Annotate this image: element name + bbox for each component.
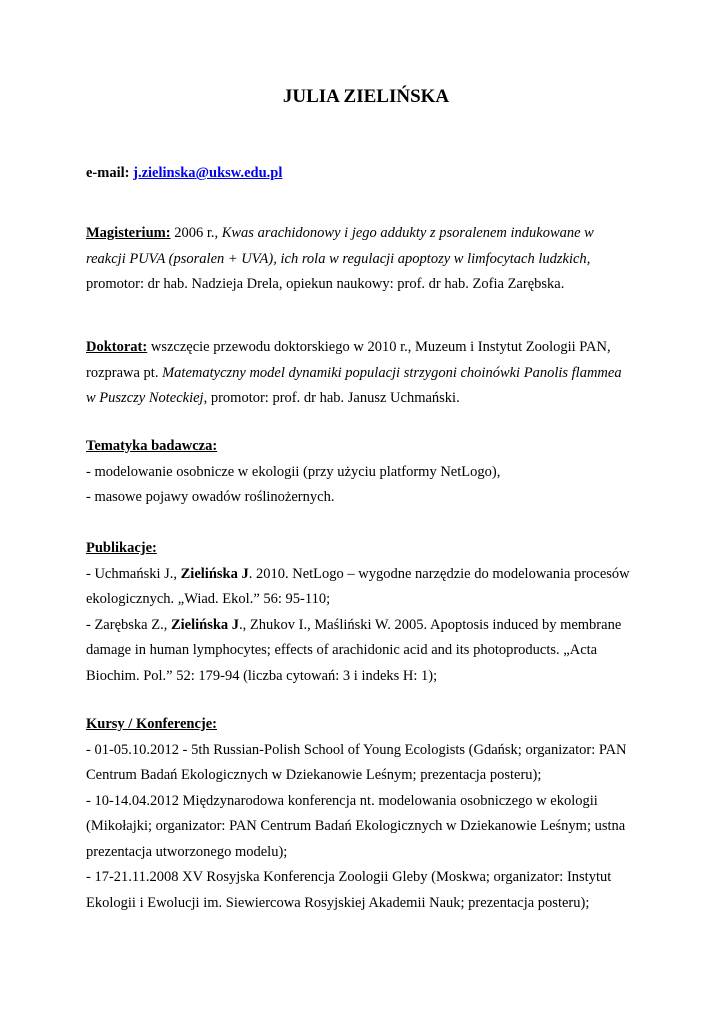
doctorate-line-1 <box>86 335 646 361</box>
publication-2-line-3: Biochim. Pol.” 52: 179-94 (liczba cytowań: 3 i indeks H: 1); <box>86 667 438 684</box>
doctorate-thesis-title-1: Matematyczny model dynamiki populacji strzygoni choinówki Panolis flammea <box>162 364 622 381</box>
doctorate-section <box>86 335 646 412</box>
publications-section <box>86 536 646 689</box>
courses-heading: Kursy / Konferencje: <box>86 716 218 732</box>
publication-1-author-highlight: Zielińska J <box>180 565 249 582</box>
doctorate-info: wszczęcie przewodu doktorskiego w 2010 r., Muzeum i Instytut Zoologii PAN, <box>147 339 611 355</box>
course-line: - 10-14.04.2012 Międzynarodowa konferencja nt. modelowania osobniczego w ekologii <box>86 792 598 809</box>
doctorate-line-2 <box>86 361 646 387</box>
courses-section <box>86 712 646 916</box>
publications-heading: Publikacje: <box>86 540 157 556</box>
doctorate-promoter: , promotor: prof. dr hab. Janusz Uchmański. <box>203 390 460 406</box>
course-line: prezentacja utworzonego modelu); <box>86 843 288 860</box>
email-line <box>86 162 282 184</box>
masters-supervisors: promotor: dr hab. Nadzieja Drela, opiekun naukowy: prof. dr hab. Zofia Zarębska. <box>86 276 565 292</box>
masters-line-1 <box>86 221 646 247</box>
course-line: - 17-21.11.2008 XV Rosyjska Konferencja Zoologii Gleby (Moskwa; organizator: Instytut <box>86 869 612 885</box>
doctorate-thesis-prefix: rozprawa pt. <box>86 364 163 381</box>
masters-comma: , <box>586 250 591 267</box>
research-heading: Tematyka badawcza: <box>86 438 218 454</box>
research-section <box>86 434 646 511</box>
masters-section <box>86 221 646 298</box>
doctorate-thesis-title-2: w Puszczy Noteckiej <box>86 390 204 406</box>
masters-line-2 <box>86 247 646 273</box>
publication-2-title: ., Zhukov I., Maśliński W. 2005. Apoptosis induced by membrane <box>239 616 622 633</box>
masters-thesis-title-2: reakcji PUVA (psoralen + UVA), ich rola w regulacji apoptozy w limfocytach ludzkich <box>86 250 587 267</box>
publication-1-authors-a: - Uchmański J., <box>86 565 181 582</box>
masters-year: 2006 r., <box>170 225 222 241</box>
masters-heading: Magisterium: <box>86 225 171 241</box>
email-label: e-mail: <box>86 165 130 181</box>
page-title: JULIA ZIELIŃSKA <box>282 86 450 107</box>
doctorate-line-3 <box>86 386 646 412</box>
publication-1-line-1 <box>86 562 646 588</box>
publication-1-line-2: ekologicznych. „Wiad. Ekol.” 56: 95-110; <box>86 591 331 607</box>
course-line: Ekologii i Ewolucji im. Siewiercowa Rosyjskiej Akademii Nauk; prezentacja posteru); <box>86 894 590 911</box>
course-line: Centrum Badań Ekologicznych w Dziekanowie Leśnym; prezentacja posteru); <box>86 767 542 783</box>
course-line: - 01-05.10.2012 - 5th Russian-Polish School of Young Ecologists (Gdańsk; organizator: PAN <box>86 741 627 758</box>
masters-thesis-title-1: Kwas arachidonowy i jego addukty z psoralenem indukowane w <box>221 225 594 241</box>
email-link[interactable]: j.zielinska@uksw.edu.pl <box>133 165 283 181</box>
research-item: - modelowanie osobnicze w ekologii (przy użyciu platformy NetLogo), <box>86 463 501 480</box>
publication-2-authors-a: - Zarębska Z., <box>86 616 171 633</box>
publication-2-line-1 <box>86 613 646 639</box>
publication-1-title: . 2010. NetLogo – wygodne narzędzie do modelowania procesów <box>248 565 630 582</box>
course-line: (Mikołajki; organizator: PAN Centrum Badań Ekologicznych w Dziekanowie Leśnym; ustna <box>86 818 626 834</box>
publication-2-line-2: damage in human lymphocytes; effects of arachidonic acid and its photoproducts. „Acta <box>86 642 598 658</box>
research-item: - masowe pojawy owadów roślinożernych. <box>86 489 335 505</box>
publication-2-author-highlight: Zielińska J <box>170 616 240 633</box>
doctorate-heading: Doktorat: <box>86 339 148 355</box>
